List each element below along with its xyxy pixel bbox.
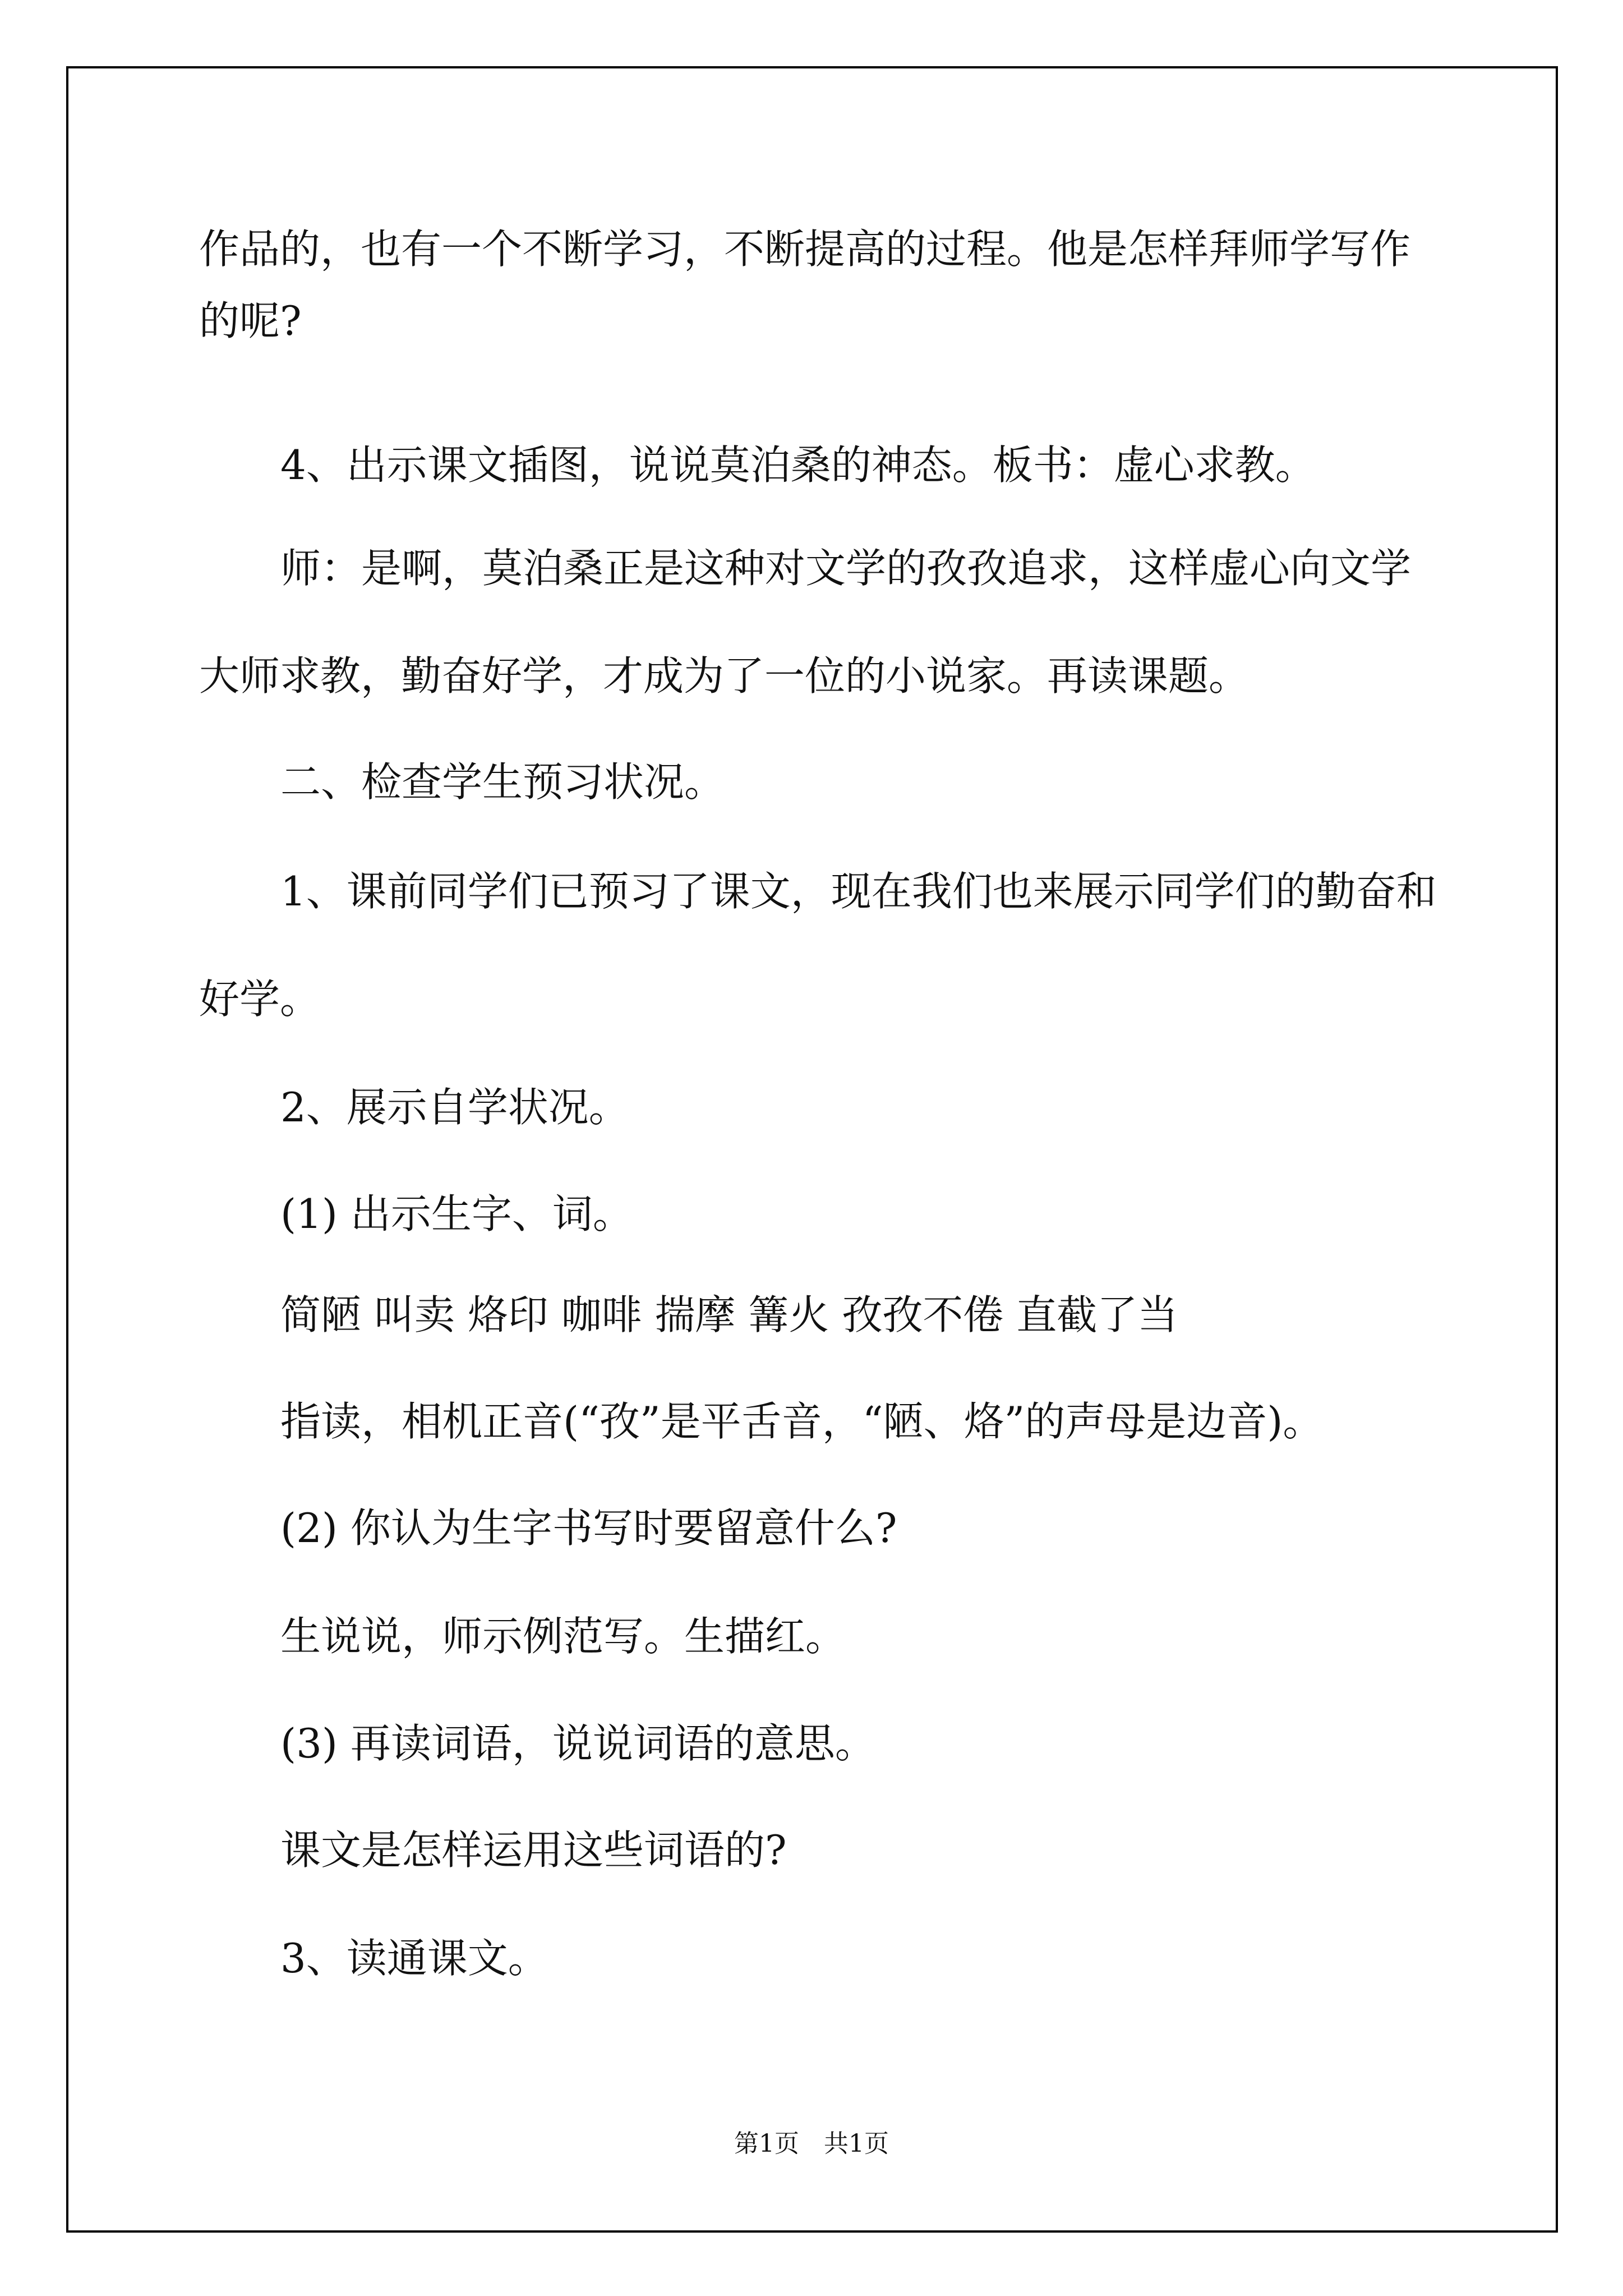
paragraph-line-17: 3、读通课文。 — [280, 1935, 548, 1982]
section-heading-2: 二、检查学生预习状况。 — [280, 758, 725, 806]
paragraph-line-9: 2、展示自学状况。 — [280, 1084, 629, 1131]
paragraph-line-5: 大师求教，勤奋好学，才成为了一位的小说家。再读课题。 — [199, 652, 1249, 700]
paragraph-line-15: (3) 再读词语，说说词语的意思。 — [280, 1720, 875, 1767]
paragraph-line-14: 生说说，师示例范写。生描红。 — [280, 1613, 846, 1660]
page-number-footer: 第1页 共1页 — [734, 2129, 889, 2158]
paragraph-line-16: 课文是怎样运用这些词语的? — [280, 1826, 787, 1874]
paragraph-line-3: 4、出示课文插图，说说莫泊桑的神态。板书：虚心求教。 — [280, 441, 1316, 489]
paragraph-line-13: (2) 你认为生字书写时要留意什么? — [280, 1504, 897, 1552]
paragraph-line-2: 的呢? — [199, 297, 302, 344]
page-border — [66, 66, 1558, 2233]
paragraph-line-12: 指读，相机正音(“孜”是平舌音，“陋、烙”的声母是边音)。 — [280, 1398, 1324, 1445]
paragraph-line-1: 作品的，也有一个不断学习，不断提高的过程。他是怎样拜师学写作 — [199, 226, 1411, 273]
paragraph-line-7: 1、课前同学们已预习了课文，现在我们也来展示同学们的勤奋和 — [280, 868, 1437, 915]
paragraph-line-4: 师：是啊，莫泊桑正是这种对文学的孜孜追求，这样虚心向文学 — [280, 545, 1412, 592]
paragraph-line-8: 好学。 — [199, 976, 321, 1023]
vocabulary-list: 简陋 叫卖 烙印 咖啡 揣摩 篝火 孜孜不倦 直截了当 — [280, 1291, 1178, 1338]
paragraph-line-10: (1) 出示生字、词。 — [280, 1190, 633, 1237]
